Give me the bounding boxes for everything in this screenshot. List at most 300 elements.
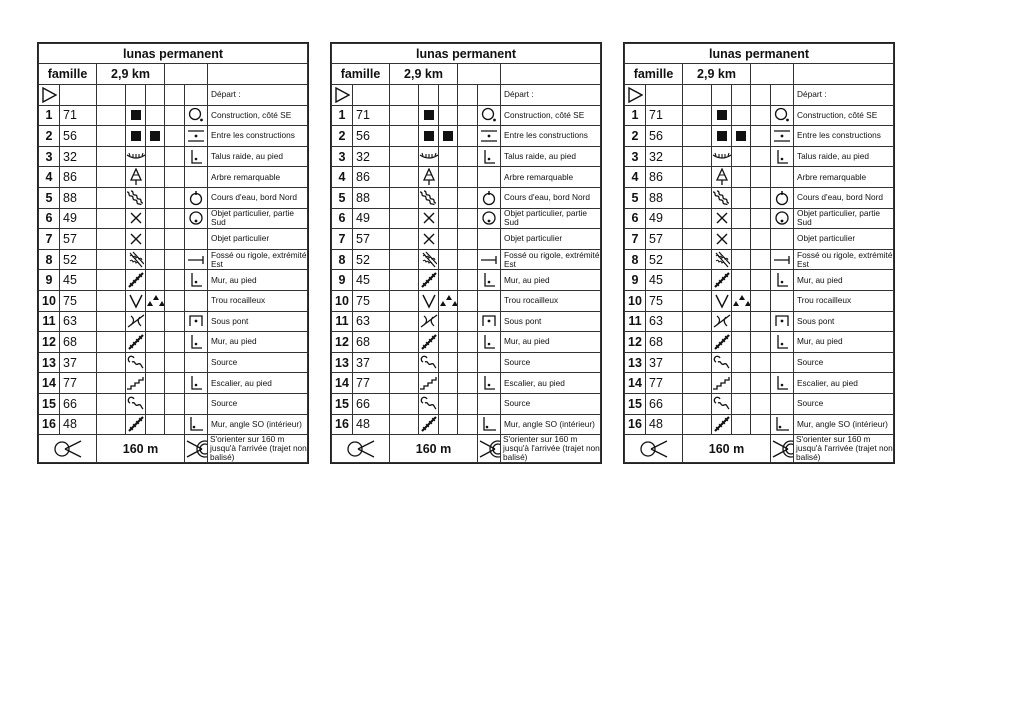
- control-number: 1: [625, 105, 646, 126]
- symbol-cell: [712, 332, 732, 353]
- finish-start-cell: [332, 435, 390, 463]
- finish-start-icon: [39, 439, 96, 459]
- control-description-card: [37, 42, 309, 464]
- control-number: 9: [625, 270, 646, 291]
- symbol-cell: [478, 249, 501, 270]
- control-description: Entre les constructions: [501, 126, 601, 147]
- symbol-cell: [439, 126, 458, 147]
- symbol-cell: [419, 290, 439, 311]
- category-label: famille: [625, 64, 683, 85]
- symbol-cell-empty: [439, 167, 458, 188]
- symbol-cell: [185, 332, 208, 353]
- control-row: [39, 229, 308, 250]
- symbol-cell: [771, 311, 794, 332]
- control-description: Sous pont: [208, 311, 308, 332]
- control-description: Cours d'eau, bord Nord: [501, 187, 601, 208]
- card-title: lunas permanent: [625, 44, 894, 64]
- control-code: 63: [353, 311, 390, 332]
- control-code: 88: [646, 187, 683, 208]
- control-code: 52: [353, 249, 390, 270]
- wall-icon: [419, 333, 438, 351]
- control-code: 68: [353, 332, 390, 353]
- stream-icon: [126, 190, 145, 206]
- symbol-cell: [126, 270, 146, 291]
- symbol-cell: [419, 167, 439, 188]
- control-row: [332, 352, 601, 373]
- control-row: [625, 229, 894, 250]
- control-number: 11: [332, 311, 353, 332]
- symbol-cell-empty: [732, 229, 751, 250]
- stream-icon: [419, 190, 438, 206]
- control-number: 6: [625, 208, 646, 229]
- control-code: 75: [353, 290, 390, 311]
- finish-end-cell: [771, 435, 794, 463]
- control-number: 3: [332, 146, 353, 167]
- symbol-cell-empty: [732, 249, 751, 270]
- control-code: 57: [353, 229, 390, 250]
- symbol-cell: [419, 146, 439, 167]
- category-label: famille: [39, 64, 97, 85]
- square-icon: [146, 129, 164, 143]
- symbol-cell: [126, 126, 146, 147]
- control-description: Entre les constructions: [794, 126, 894, 147]
- control-row: [625, 352, 894, 373]
- foot-icon: [771, 149, 793, 165]
- control-number: 8: [332, 249, 353, 270]
- control-number: 9: [332, 270, 353, 291]
- control-row: [625, 373, 894, 394]
- control-description: Fossé ou rigole, extrémité Est: [794, 249, 894, 270]
- description-table: [331, 43, 601, 463]
- wall-icon: [419, 415, 438, 433]
- square-icon: [419, 129, 438, 143]
- circle-dot-s-icon: [771, 210, 793, 226]
- control-description: Escalier, au pied: [208, 373, 308, 394]
- symbol-cell-empty: [732, 270, 751, 291]
- control-description-card: [623, 42, 895, 464]
- symbol-cell: [439, 290, 458, 311]
- control-number: 15: [625, 393, 646, 414]
- control-code: 52: [646, 249, 683, 270]
- symbol-cell-empty: [146, 208, 165, 229]
- control-row: [625, 332, 894, 353]
- control-row: [625, 249, 894, 270]
- symbol-cell-empty: [439, 414, 458, 435]
- control-number: 5: [625, 187, 646, 208]
- control-number: 10: [625, 290, 646, 311]
- control-description: Source: [208, 393, 308, 414]
- symbol-cell: [185, 249, 208, 270]
- control-code: 48: [353, 414, 390, 435]
- control-row: [332, 373, 601, 394]
- control-description: Sous pont: [501, 311, 601, 332]
- symbol-cell-empty: [771, 393, 794, 414]
- control-code: 57: [646, 229, 683, 250]
- control-description: Escalier, au pied: [501, 373, 601, 394]
- finish-description: S'orienter sur 160 m jusqu'à l'arrivée (trajet non balisé): [208, 435, 308, 463]
- bank-icon: [419, 151, 438, 163]
- symbol-cell: [419, 187, 439, 208]
- control-row: [625, 167, 894, 188]
- control-code: 77: [60, 373, 97, 394]
- symbol-cell: [126, 393, 146, 414]
- symbol-cell: [146, 290, 165, 311]
- control-description: Sous pont: [794, 311, 894, 332]
- circle-dot-se-icon: [771, 107, 793, 123]
- control-code: 66: [646, 393, 683, 414]
- symbol-cell: [126, 352, 146, 373]
- control-description: Trou rocailleux: [501, 290, 601, 311]
- course-length: 2,9 km: [683, 64, 751, 85]
- control-code: 48: [60, 414, 97, 435]
- symbol-cell: [185, 126, 208, 147]
- control-row: [39, 290, 308, 311]
- control-number: 16: [39, 414, 60, 435]
- bridge-icon: [126, 313, 145, 329]
- symbol-cell: [185, 187, 208, 208]
- control-number: 1: [39, 105, 60, 126]
- spring-icon: [712, 354, 731, 372]
- control-row: [332, 414, 601, 435]
- control-code: 75: [646, 290, 683, 311]
- control-number: 15: [39, 393, 60, 414]
- card-title: lunas permanent: [332, 44, 601, 64]
- control-row: [625, 126, 894, 147]
- control-description: Trou rocailleux: [794, 290, 894, 311]
- symbol-cell-empty: [771, 229, 794, 250]
- symbol-cell: [712, 105, 732, 126]
- stairs-icon: [712, 376, 731, 390]
- control-row: [39, 414, 308, 435]
- spring-icon: [419, 395, 438, 413]
- symbol-cell-empty: [478, 352, 501, 373]
- control-description: Objet particulier, partie Sud: [501, 208, 601, 229]
- symbol-cell-empty: [478, 167, 501, 188]
- under-icon: [771, 314, 793, 328]
- control-number: 16: [332, 414, 353, 435]
- foot-icon: [771, 272, 793, 288]
- control-number: 14: [39, 373, 60, 394]
- symbol-cell-empty: [185, 393, 208, 414]
- symbol-cell-empty: [146, 373, 165, 394]
- symbol-cell: [419, 270, 439, 291]
- start-cell: [625, 85, 646, 106]
- control-code: 63: [646, 311, 683, 332]
- course-length: 2,9 km: [97, 64, 165, 85]
- pit-icon: [419, 293, 438, 309]
- cross-icon: [712, 232, 731, 246]
- finish-end-cell: [185, 435, 208, 463]
- control-row: [625, 311, 894, 332]
- header-blank: [794, 64, 894, 85]
- control-number: 9: [39, 270, 60, 291]
- control-code: 71: [60, 105, 97, 126]
- finish-start-cell: [39, 435, 97, 463]
- symbol-cell: [478, 126, 501, 147]
- symbol-cell-empty: [732, 187, 751, 208]
- foot-icon: [478, 334, 500, 350]
- between-icon: [771, 129, 793, 143]
- control-number: 11: [625, 311, 646, 332]
- symbol-cell: [712, 146, 732, 167]
- symbol-cell: [126, 105, 146, 126]
- control-number: 14: [625, 373, 646, 394]
- control-description: Source: [208, 352, 308, 373]
- symbol-cell-empty: [146, 311, 165, 332]
- control-row: [332, 311, 601, 332]
- start-cell: [332, 85, 353, 106]
- symbol-cell-empty: [439, 105, 458, 126]
- symbol-cell-empty: [439, 373, 458, 394]
- symbol-cell: [478, 414, 501, 435]
- symbol-cell-empty: [146, 270, 165, 291]
- control-code: 45: [646, 270, 683, 291]
- symbol-cell-empty: [732, 208, 751, 229]
- finish-circle-icon: [771, 439, 793, 459]
- control-row: [625, 146, 894, 167]
- rocky-icon: [439, 294, 457, 308]
- symbol-cell-empty: [146, 414, 165, 435]
- symbol-cell-empty: [146, 229, 165, 250]
- control-description: Trou rocailleux: [208, 290, 308, 311]
- control-description: Source: [794, 393, 894, 414]
- control-code: 52: [60, 249, 97, 270]
- wall-icon: [712, 333, 731, 351]
- category-label: famille: [332, 64, 390, 85]
- symbol-cell: [419, 373, 439, 394]
- control-number: 2: [625, 126, 646, 147]
- finish-circle-icon: [478, 439, 500, 459]
- symbol-cell: [126, 229, 146, 250]
- symbol-cell-empty: [439, 311, 458, 332]
- control-code: 45: [60, 270, 97, 291]
- bridge-icon: [419, 313, 438, 329]
- control-description: Construction, côté SE: [501, 105, 601, 126]
- control-code: 71: [353, 105, 390, 126]
- under-icon: [185, 314, 207, 328]
- symbol-cell: [419, 229, 439, 250]
- control-row: [39, 146, 308, 167]
- foot-icon: [185, 375, 207, 391]
- symbol-cell-empty: [732, 414, 751, 435]
- control-number: 6: [39, 208, 60, 229]
- control-code: 49: [353, 208, 390, 229]
- control-code: 86: [646, 167, 683, 188]
- symbol-cell-empty: [732, 146, 751, 167]
- finish-distance: 160 m: [390, 435, 478, 463]
- circle-top-icon: [478, 190, 500, 206]
- control-number: 8: [625, 249, 646, 270]
- between-icon: [478, 129, 500, 143]
- symbol-cell-empty: [732, 352, 751, 373]
- control-number: 6: [332, 208, 353, 229]
- control-description: Objet particulier: [208, 229, 308, 250]
- control-code: 32: [60, 146, 97, 167]
- symbol-cell: [419, 105, 439, 126]
- start-label: Départ :: [208, 85, 308, 106]
- symbol-cell: [478, 187, 501, 208]
- control-number: 10: [39, 290, 60, 311]
- wall-icon: [126, 271, 145, 289]
- symbol-cell-empty: [185, 229, 208, 250]
- tree-icon: [712, 168, 731, 186]
- control-description-card: [330, 42, 602, 464]
- control-row: [39, 126, 308, 147]
- symbol-cell: [185, 208, 208, 229]
- control-number: 14: [332, 373, 353, 394]
- ditch-icon: [712, 251, 731, 269]
- stream-icon: [712, 190, 731, 206]
- cross-icon: [712, 211, 731, 225]
- symbol-cell: [126, 332, 146, 353]
- symbol-cell: [732, 290, 751, 311]
- control-number: 4: [332, 167, 353, 188]
- control-number: 12: [332, 332, 353, 353]
- symbol-cell: [771, 187, 794, 208]
- symbol-cell: [185, 146, 208, 167]
- control-row: [39, 208, 308, 229]
- wall-icon: [712, 271, 731, 289]
- between-icon: [185, 129, 207, 143]
- rocky-icon: [146, 294, 164, 308]
- control-description: Arbre remarquable: [794, 167, 894, 188]
- control-description: Mur, angle SO (intérieur): [208, 414, 308, 435]
- card-title: lunas permanent: [39, 44, 308, 64]
- description-table: [38, 43, 308, 463]
- control-row: [332, 105, 601, 126]
- symbol-cell: [771, 105, 794, 126]
- control-code: 75: [60, 290, 97, 311]
- symbol-cell: [712, 393, 732, 414]
- pit-icon: [126, 293, 145, 309]
- bank-icon: [712, 151, 731, 163]
- start-label: Départ :: [794, 85, 894, 106]
- symbol-cell-empty: [771, 352, 794, 373]
- control-description: Escalier, au pied: [794, 373, 894, 394]
- control-code: 86: [60, 167, 97, 188]
- symbol-cell-empty: [146, 146, 165, 167]
- control-row: [332, 332, 601, 353]
- control-row: [39, 187, 308, 208]
- finish-description: S'orienter sur 160 m jusqu'à l'arrivée (trajet non balisé): [501, 435, 601, 463]
- square-icon: [732, 129, 750, 143]
- symbol-cell-empty: [771, 290, 794, 311]
- symbol-cell-empty: [439, 187, 458, 208]
- header-blank: [165, 64, 208, 85]
- symbol-cell: [419, 332, 439, 353]
- wall-icon: [712, 415, 731, 433]
- control-number: 4: [39, 167, 60, 188]
- control-description: Mur, au pied: [208, 270, 308, 291]
- symbol-cell-empty: [439, 208, 458, 229]
- control-description: Talus raide, au pied: [501, 146, 601, 167]
- pit-icon: [712, 293, 731, 309]
- foot-icon: [478, 375, 500, 391]
- control-row: [332, 290, 601, 311]
- stairs-icon: [126, 376, 145, 390]
- square-icon: [419, 108, 438, 122]
- control-row: [625, 105, 894, 126]
- control-number: 4: [625, 167, 646, 188]
- square-icon: [712, 129, 731, 143]
- control-code: 68: [60, 332, 97, 353]
- finish-start-cell: [625, 435, 683, 463]
- symbol-cell: [185, 270, 208, 291]
- symbol-cell: [126, 187, 146, 208]
- control-code: 88: [60, 187, 97, 208]
- symbol-cell: [771, 146, 794, 167]
- control-description: Arbre remarquable: [501, 167, 601, 188]
- symbol-cell: [771, 208, 794, 229]
- bank-icon: [126, 151, 145, 163]
- spring-icon: [126, 395, 145, 413]
- symbol-cell: [478, 270, 501, 291]
- control-code: 56: [646, 126, 683, 147]
- corner-inside-icon: [771, 416, 793, 432]
- symbol-cell: [771, 249, 794, 270]
- symbol-cell-empty: [478, 290, 501, 311]
- symbol-cell: [712, 208, 732, 229]
- symbol-cell-empty: [146, 187, 165, 208]
- control-description: Entre les constructions: [208, 126, 308, 147]
- control-row: [39, 270, 308, 291]
- foot-icon: [478, 272, 500, 288]
- foot-icon: [478, 149, 500, 165]
- control-code: 88: [353, 187, 390, 208]
- symbol-cell: [478, 373, 501, 394]
- control-description: Fossé ou rigole, extrémité Est: [208, 249, 308, 270]
- symbol-cell-empty: [146, 332, 165, 353]
- finish-start-icon: [625, 439, 682, 459]
- control-code: 48: [646, 414, 683, 435]
- control-description: Mur, au pied: [794, 332, 894, 353]
- control-number: 3: [625, 146, 646, 167]
- header-blank: [208, 64, 308, 85]
- cross-icon: [126, 211, 145, 225]
- control-row: [625, 414, 894, 435]
- control-description: Source: [794, 352, 894, 373]
- square-icon: [712, 108, 731, 122]
- foot-icon: [771, 375, 793, 391]
- symbol-cell: [419, 208, 439, 229]
- control-description: Construction, côté SE: [794, 105, 894, 126]
- symbol-cell-empty: [478, 229, 501, 250]
- control-number: 7: [39, 229, 60, 250]
- control-number: 10: [332, 290, 353, 311]
- stairs-icon: [419, 376, 438, 390]
- symbol-cell: [419, 352, 439, 373]
- finish-circle-icon: [185, 439, 207, 459]
- control-description: Mur, au pied: [208, 332, 308, 353]
- symbol-cell: [712, 167, 732, 188]
- rocky-icon: [732, 294, 750, 308]
- control-description: Objet particulier, partie Sud: [794, 208, 894, 229]
- control-description: Mur, angle SO (intérieur): [794, 414, 894, 435]
- control-number: 3: [39, 146, 60, 167]
- symbol-cell: [712, 373, 732, 394]
- control-description: Source: [501, 393, 601, 414]
- control-description: Mur, au pied: [501, 332, 601, 353]
- control-code: 66: [60, 393, 97, 414]
- control-code: 56: [60, 126, 97, 147]
- control-row: [39, 373, 308, 394]
- symbol-cell-empty: [439, 270, 458, 291]
- symbol-cell-empty: [478, 393, 501, 414]
- symbol-cell: [712, 249, 732, 270]
- control-number: 2: [332, 126, 353, 147]
- control-description: Objet particulier: [501, 229, 601, 250]
- cross-icon: [419, 211, 438, 225]
